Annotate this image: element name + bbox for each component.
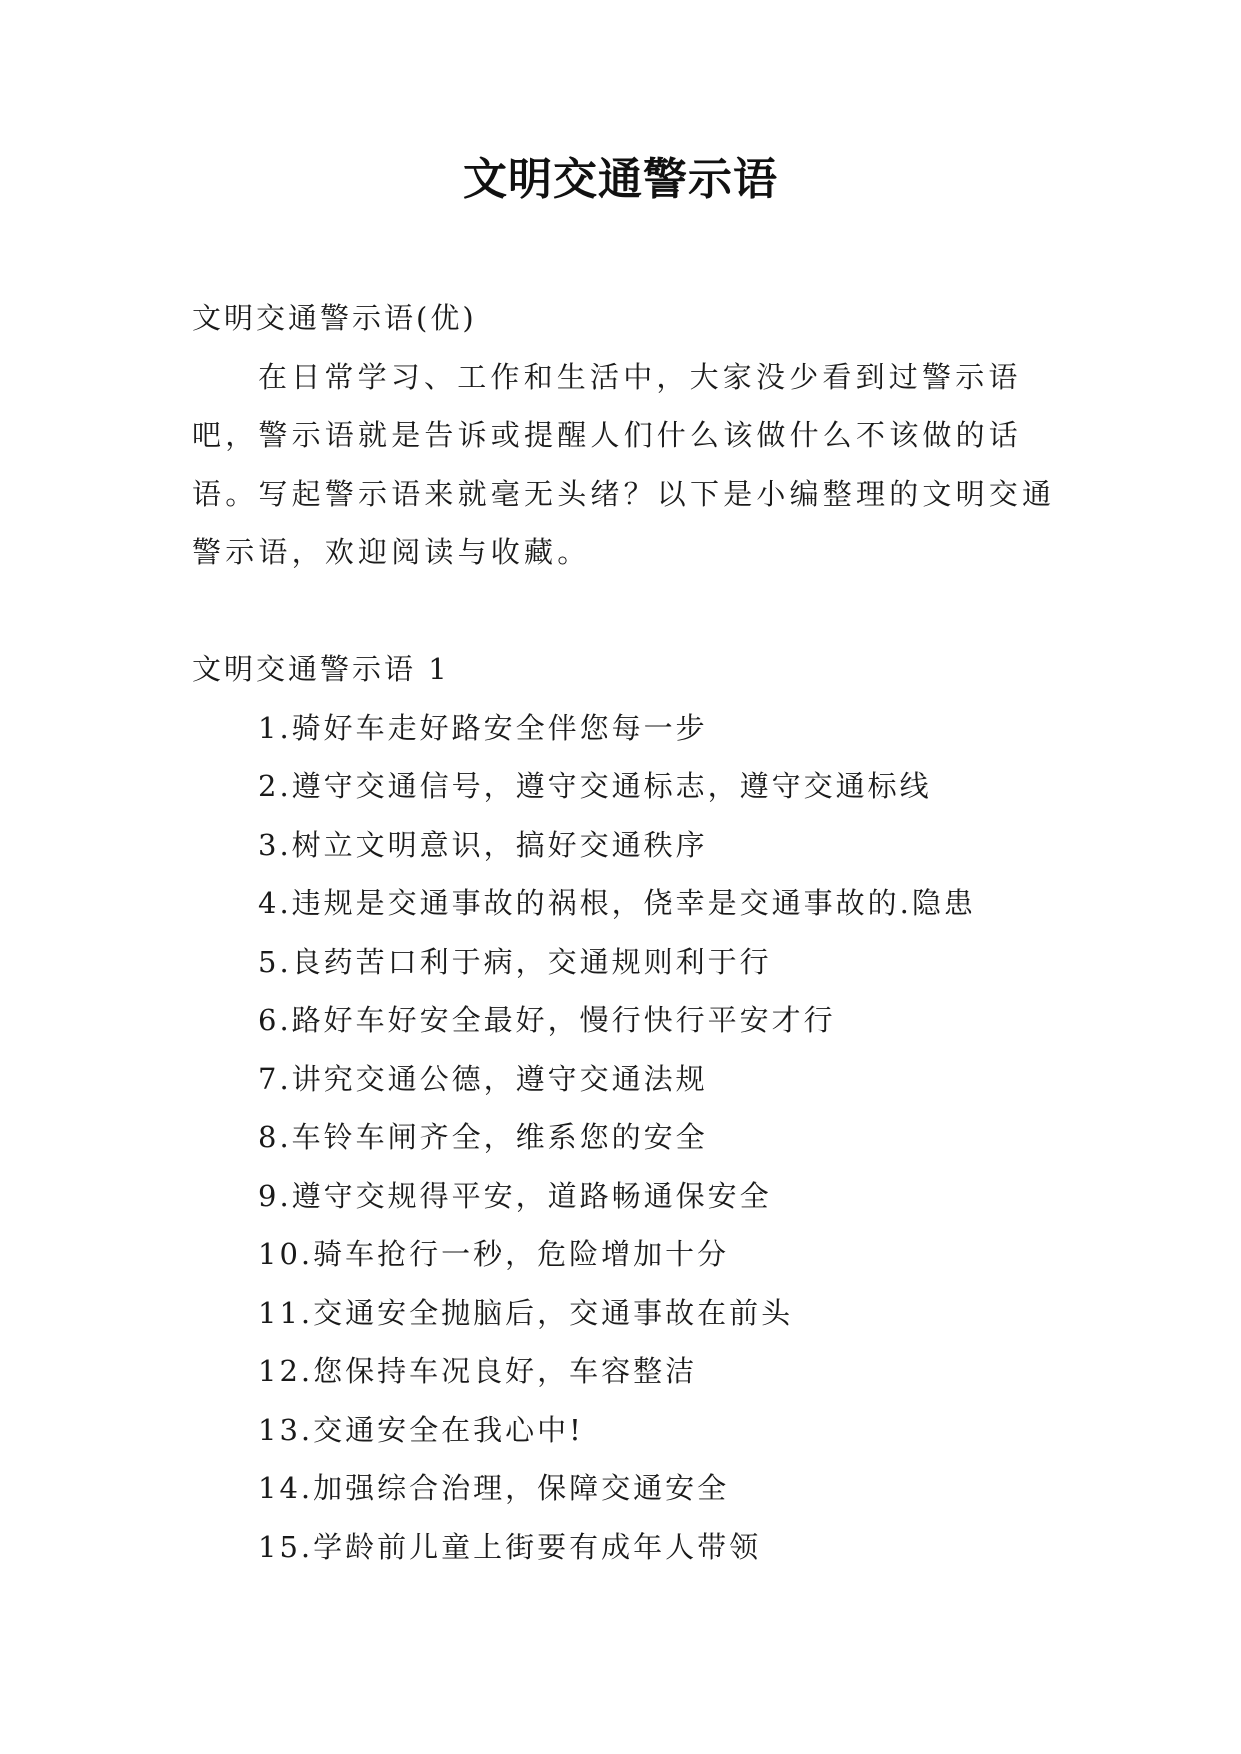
list-item: 14.加强综合治理，保障交通安全 <box>258 1471 730 1505</box>
slogan-list <box>192 699 1062 1577</box>
page-title: 文明交通警示语 <box>463 154 778 205</box>
list-item: 3.树立文明意识，搞好交通秩序 <box>258 827 708 862</box>
list-item: 4.违规是交通事故的祸根，侥幸是交通事故的.隐患 <box>258 886 976 920</box>
document-body <box>192 289 1062 1576</box>
document-subtitle: 文明交通警示语(优) <box>192 301 477 335</box>
list-item: 15.学龄前儿童上街要有成年人带领 <box>258 1529 762 1564</box>
list-item: 8.车铃车闸齐全，维系您的安全 <box>258 1120 708 1154</box>
list-item: 5.良药苦口利于病，交通规则利于行 <box>258 944 772 979</box>
list-item: 6.路好车好安全最好，慢行快行平安才行 <box>258 1003 836 1037</box>
section-heading: 文明交通警示语 1 <box>192 652 450 686</box>
intro-paragraph: 在日常学习、工作和生活中，大家没少看到过警示语吧，警示语就是告诉或提醒人们什么该做什么不该做的话语。写起警示语来就毫无头绪？以下是小编整理的文明交通警示语，欢迎阅读与收藏。 <box>192 359 1056 569</box>
paragraph-spacer <box>192 582 1062 641</box>
list-item: 7.讲究交通公德，遵守交通法规 <box>258 1061 708 1096</box>
list-item: 9.遵守交规得平安，道路畅通保安全 <box>258 1178 772 1213</box>
list-item: 10.骑车抢行一秒，危险增加十分 <box>258 1237 730 1271</box>
list-item: 13.交通安全在我心中! <box>258 1412 584 1447</box>
list-item: 1.骑好车走好路安全伴您每一步 <box>258 710 708 745</box>
list-item: 2.遵守交通信号，遵守交通标志，遵守交通标线 <box>258 769 932 803</box>
list-item: 12.您保持车况良好，车容整洁 <box>258 1354 698 1388</box>
list-item: 11.交通安全抛脑后，交通事故在前头 <box>258 1295 794 1330</box>
